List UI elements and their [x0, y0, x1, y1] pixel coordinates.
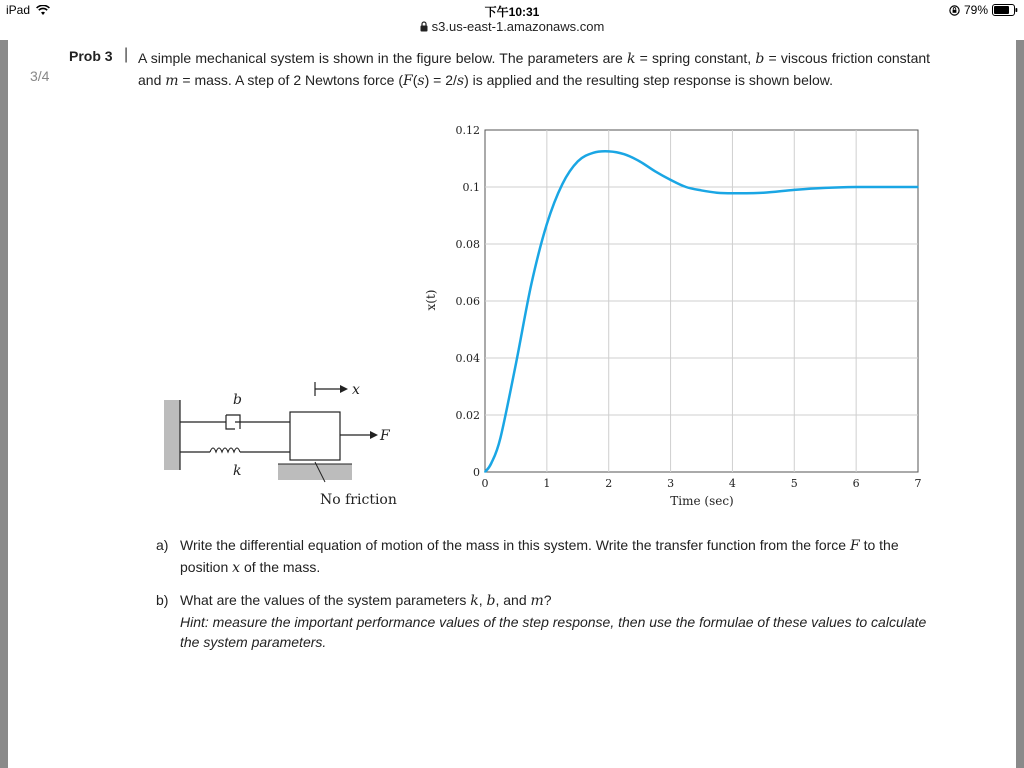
question-a-text: Write the differential equation of motion of the mass in this system. Write the transfer function from the force F to the position x of the mass. [180, 537, 899, 576]
data-point [670, 179, 672, 181]
step-response-chart [420, 115, 940, 515]
question-b-text: What are the values of the system parameters k, b, and m? [180, 592, 552, 609]
question-b-label: b) [156, 592, 169, 608]
y-tick-label: 0.04 [455, 352, 480, 365]
y-tick-label: 0.06 [455, 295, 480, 308]
data-point [623, 153, 625, 155]
ground [278, 464, 352, 480]
data-point [917, 186, 919, 188]
x-axis-label: Time (sec) [670, 494, 734, 508]
device-label: iPad [6, 3, 31, 17]
x-tick-label: 0 [481, 477, 489, 490]
problem-heading: Prob 3 [69, 48, 113, 64]
force-arrow-icon [370, 431, 378, 439]
series-line [485, 151, 918, 472]
status-time: 下午10:31 [484, 5, 540, 19]
url-bar[interactable] [0, 19, 1024, 39]
mass-block [290, 412, 340, 460]
data-point [793, 189, 795, 191]
position-arrow-icon [340, 385, 348, 393]
data-point [763, 192, 765, 194]
x-tick-label: 7 [914, 477, 922, 490]
x-tick-label: 3 [667, 477, 675, 490]
data-point [886, 186, 888, 188]
label-no-friction: No friction [320, 492, 397, 508]
y-tick-label: 0.02 [455, 409, 480, 422]
question-b [156, 590, 931, 653]
left-gutter [0, 40, 8, 768]
data-point [592, 152, 594, 154]
y-tick-label: 0.08 [455, 238, 480, 251]
data-point [577, 161, 579, 163]
data-point [546, 223, 548, 225]
label-x: x [352, 382, 360, 398]
wall [164, 400, 180, 470]
battery-icon [992, 4, 1018, 16]
y-tick-label: 0.1 [462, 181, 480, 194]
orientation-lock-icon [949, 5, 960, 16]
data-point [654, 171, 656, 173]
data-point [685, 186, 687, 188]
y-tick-label: 0.12 [455, 124, 480, 137]
data-point [824, 187, 826, 189]
right-gutter [1016, 40, 1024, 768]
lock-icon [420, 21, 428, 32]
page-counter: 3/4 [30, 68, 50, 84]
data-point [716, 192, 718, 194]
problem-intro: A simple mechanical system is shown in the figure below. The parameters are k = spring constant, b = viscous friction constant and m = mass. A step of 2 Newtons force (F(s) = 2/s) is applied and the resulting step response is shown below. [138, 50, 931, 89]
data-point [484, 471, 486, 473]
data-point [701, 190, 703, 192]
problem-separator: | [124, 46, 129, 63]
data-point [608, 151, 610, 153]
data-point [490, 463, 492, 465]
x-tick-label: 5 [790, 477, 798, 490]
x-tick-label: 4 [728, 477, 736, 490]
question-a-label: a) [156, 537, 169, 553]
x-tick-label: 2 [605, 477, 613, 490]
label-b: b [233, 392, 242, 408]
data-point [515, 363, 517, 365]
data-point [562, 183, 564, 185]
x-tick-label: 6 [852, 477, 860, 490]
label-k: k [233, 463, 242, 479]
spring [180, 448, 290, 452]
question-a [156, 535, 931, 578]
status-bar [0, 0, 1024, 20]
url-text: s3.us-east-1.amazonaws.com [431, 19, 605, 34]
data-point [500, 437, 502, 439]
battery-percent: 79% [963, 3, 988, 17]
y-tick-label: 0 [473, 466, 480, 479]
mechanical-system-figure [160, 380, 400, 510]
x-tick-label: 1 [543, 477, 551, 490]
data-point [639, 161, 641, 163]
data-point [732, 192, 734, 194]
y-axis-label: x(t) [424, 289, 438, 311]
label-F: F [380, 428, 390, 444]
damper [180, 415, 290, 429]
status-right [949, 3, 1018, 17]
data-point [531, 283, 533, 285]
question-b-hint: Hint: measure the important performance values of the step response, then use the formulae of these values to calculate the system parameters. [180, 613, 927, 650]
data-point [855, 186, 857, 188]
